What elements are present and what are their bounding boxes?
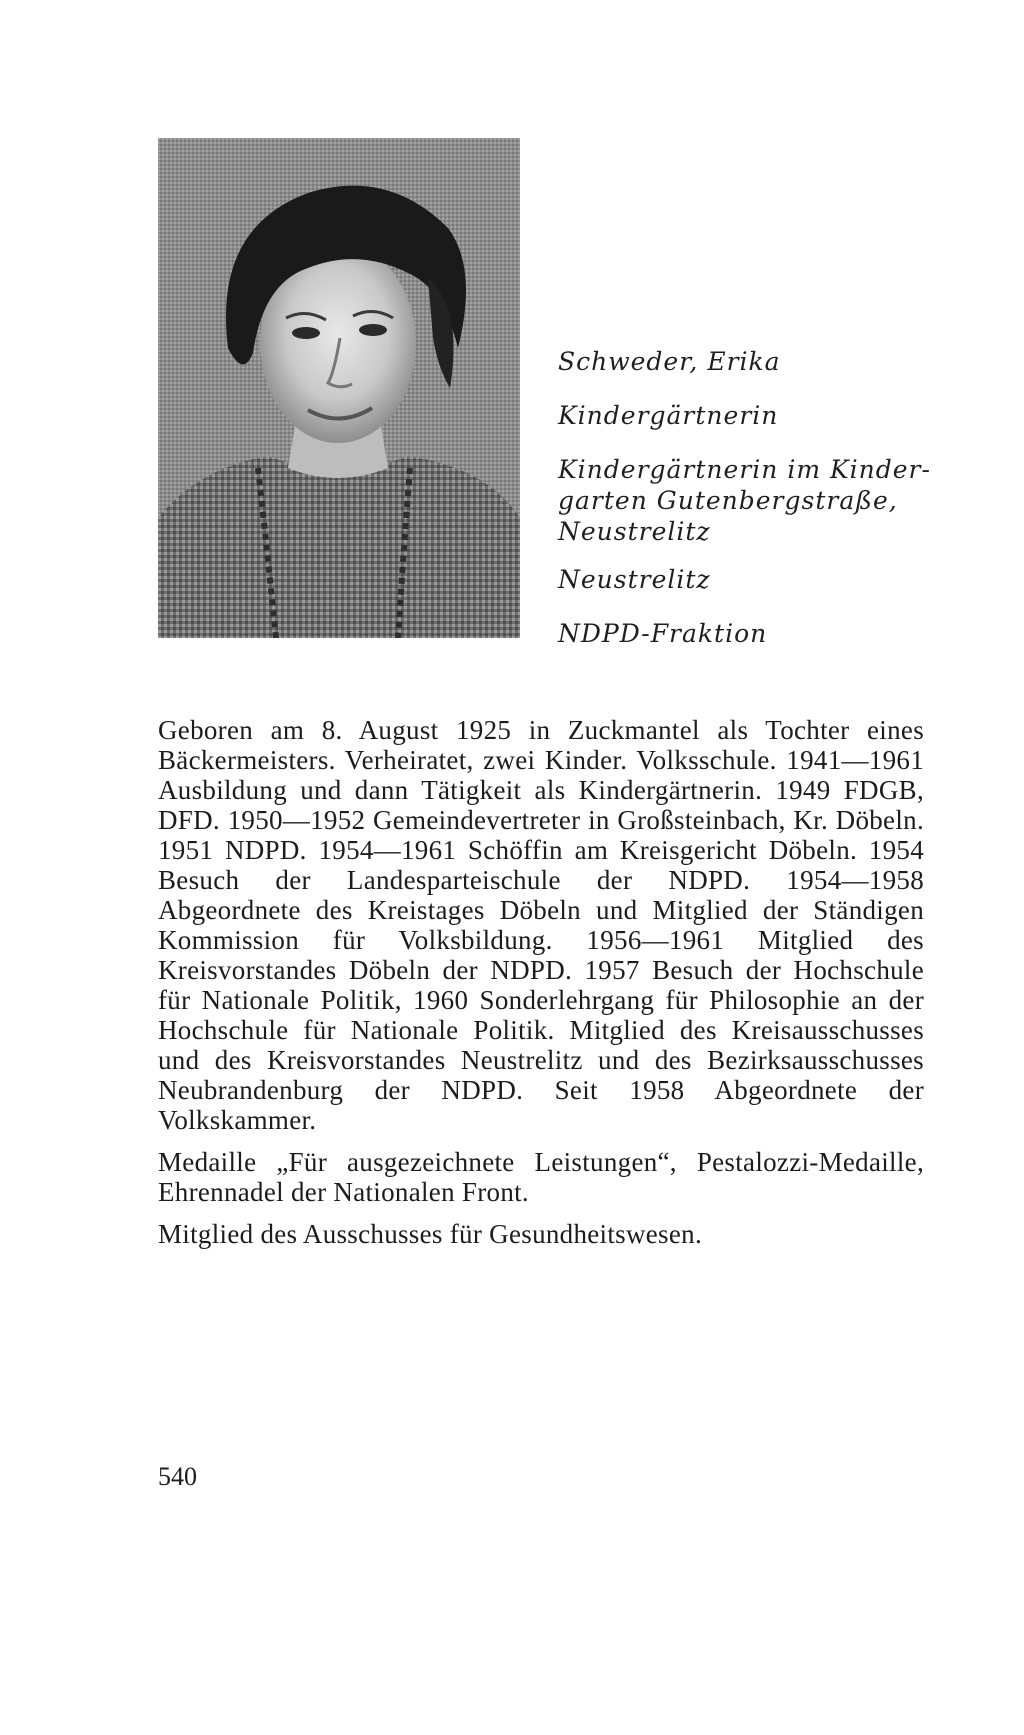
biography bbox=[158, 715, 924, 1261]
person-workplace: Kindergärtnerin im Kinder- garten Gutenbergstraße, Neustrelitz bbox=[558, 455, 931, 546]
person-fraction: NDPD-Fraktion bbox=[558, 619, 768, 648]
biography-paragraph: Geboren am 8. August 1925 in Zuckmantel als Tochter eines Bäckermeisters. Verheiratet, zwei Kinder. Volksschule. 1941—1961 Ausbildung und dann Tätigkeit als Kindergärtnerin. 1949 FDGB, DFD. 1950—1952 Gemeindevertreter in Großsteinbach, Kr. Döbeln. 1951 NDPD. 1954—1961 Schöffin am Kreisgericht Döbeln. 1954 Besuch der Landesparteischule der NDPD. 1954—1958 Abgeordnete des Kreistages Döbeln und Mitglied der Ständigen Kommission für Volksbildung. 1956—1961 Mitglied des Kreisvorstandes Döbeln der NDPD. 1957 Besuch der Hochschule für Nationale Politik, 1960 Sonderlehrgang für Philosophie an der Hochschule für Nationale Politik. Mitglied des Kreisausschusses und des Kreisvorstandes Neustrelitz und des Bezirksausschusses Neubrandenburg der NDPD. Seit 1958 Abgeordnete der Volkskammer. bbox=[158, 715, 924, 1135]
portrait-photo bbox=[158, 138, 520, 638]
biography-paragraph: Mitglied des Ausschusses für Gesundheitswesen. bbox=[158, 1219, 702, 1249]
person-constituency: Neustrelitz bbox=[558, 565, 711, 594]
page-number: 540 bbox=[158, 1462, 197, 1491]
biography-paragraph: Medaille „Für ausgezeichnete Leistungen“, Pestalozzi-Medaille, Ehrennadel der Nationalen Front. bbox=[158, 1147, 924, 1207]
person-name: Schweder, Erika bbox=[558, 347, 781, 376]
person-profession: Kindergärtnerin bbox=[558, 401, 779, 430]
